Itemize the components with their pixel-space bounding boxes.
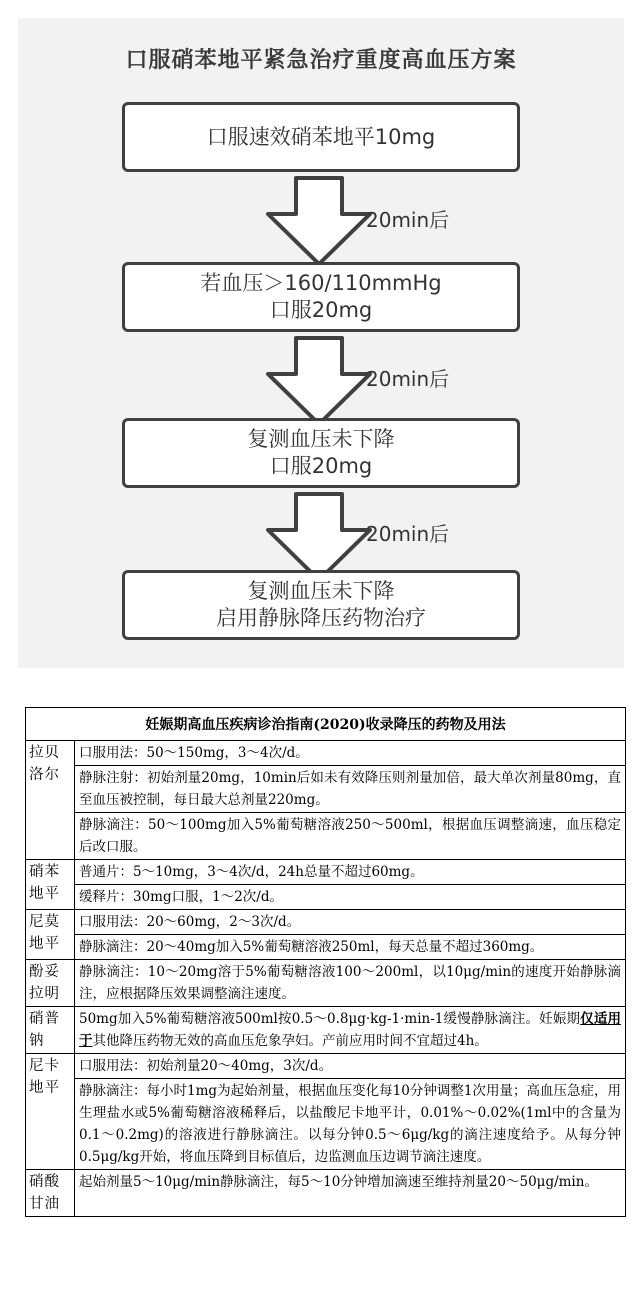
drug-usage: 静脉滴注：50～100mg加入5%葡萄糖溶液250～500ml，根据血压调整滴速，血压稳定后改口服。 xyxy=(75,813,626,860)
drug-usage: 普通片：5～10mg，3～4次/d，24h总量不超过60mg。 xyxy=(75,860,626,885)
drug-table xyxy=(25,707,626,1217)
emphasis-text: 仅适用于 xyxy=(79,1011,621,1049)
drug-name: 硝普钠 xyxy=(26,1007,75,1054)
flow-step-2 xyxy=(122,262,520,332)
drug-usage: 口服用法：50～150mg，3～4次/d。 xyxy=(75,741,626,766)
drug-name: 酚妥拉明 xyxy=(26,960,75,1007)
table-row xyxy=(26,766,626,813)
down-arrow-icon xyxy=(264,176,374,266)
flowchart-panel xyxy=(18,18,624,668)
table-row xyxy=(26,1007,626,1054)
down-arrow-icon xyxy=(264,492,374,582)
drug-usage: 口服用法：初始剂量20～40mg，3次/d。 xyxy=(75,1054,626,1079)
table-row xyxy=(26,885,626,910)
flow-step-text: 启用静脉降压药物治疗 xyxy=(216,606,426,630)
table-row xyxy=(26,860,626,885)
table-row xyxy=(26,935,626,960)
flow-step-text: 口服20mg xyxy=(269,298,373,322)
table-row xyxy=(26,1170,626,1217)
drug-name: 拉贝洛尔 xyxy=(26,741,75,860)
flowchart-title: 口服硝苯地平紧急治疗重度高血压方案 xyxy=(125,48,517,73)
flow-step-text: 复测血压未下降 xyxy=(247,427,395,451)
drug-usage: 静脉注射：初始剂量20mg，10min后如未有效降压则剂量加倍，最大单次剂量80mg，直至血压被控制，每日最大总剂量220mg。 xyxy=(75,766,626,813)
table-title: 妊娠期高血压疾病诊治指南(2020)收录降压的药物及用法 xyxy=(26,708,626,741)
down-arrow-icon xyxy=(264,336,374,426)
flow-step-text: 若血压＞160/110mmHg xyxy=(200,271,442,295)
flow-step-text: 口服20mg xyxy=(269,454,373,478)
drug-usage: 缓释片：30mg口服，1～2次/d。 xyxy=(75,885,626,910)
flow-step-1 xyxy=(122,102,520,172)
table-row xyxy=(26,960,626,1007)
drug-name: 尼莫地平 xyxy=(26,910,75,960)
table-row xyxy=(26,1054,626,1079)
usage-text: 50mg加入5%葡萄糖溶液500ml按0.5～0.8μg·kg-1·min-1缓慢静脉滴注。妊娠期 xyxy=(79,1011,581,1027)
table-header-row xyxy=(26,708,626,741)
interval-label: 20min后 xyxy=(366,208,450,232)
drug-name: 硝苯地平 xyxy=(26,860,75,910)
drug-name: 硝酸甘油 xyxy=(26,1170,75,1217)
drug-usage: 静脉滴注：10～20mg溶于5%葡萄糖溶液100～200ml，以10μg/min的速度开始静脉滴注，应根据降压效果调整滴注速度。 xyxy=(75,960,626,1007)
drug-name: 尼卡地平 xyxy=(26,1054,75,1170)
table-row xyxy=(26,1079,626,1170)
flow-step-text: 口服速效硝苯地平10mg xyxy=(206,124,436,149)
flow-step-3 xyxy=(122,418,520,488)
flow-step-text: 复测血压未下降 xyxy=(247,579,395,603)
table-row xyxy=(26,741,626,766)
drug-usage: 静脉滴注：20～40mg加入5%葡萄糖溶液250ml，每天总量不超过360mg。 xyxy=(75,935,626,960)
table-row xyxy=(26,813,626,860)
flow-step-4 xyxy=(122,570,520,640)
interval-label: 20min后 xyxy=(366,522,450,546)
interval-label: 20min后 xyxy=(366,367,450,391)
drug-usage: 静脉滴注：每小时1mg为起始剂量，根据血压变化每10分钟调整1次用量；高血压急症，用生理盐水或5%葡萄糖溶液稀释后，以盐酸尼卡地平计，0.01%～0.02%(1ml中的含量为0.1～0.2mg)的溶液进行静脉滴注。以每分钟0.5～6μg/kg的滴注速度给予。从每分钟0.5μg/kg开始，将血压降到目标值后，边监测血压边调节滴注速度。 xyxy=(75,1079,626,1170)
drug-usage: 起始剂量5～10μg/min静脉滴注，每5～10分钟增加滴速至维持剂量20～50μg/min。 xyxy=(75,1170,626,1217)
drug-usage xyxy=(75,1007,626,1054)
drug-usage: 口服用法：20～60mg，2～3次/d。 xyxy=(75,910,626,935)
usage-text: 其他降压药物无效的高血压危象孕妇。产前应用时间不宜超过4h。 xyxy=(92,1033,488,1049)
table-row xyxy=(26,910,626,935)
